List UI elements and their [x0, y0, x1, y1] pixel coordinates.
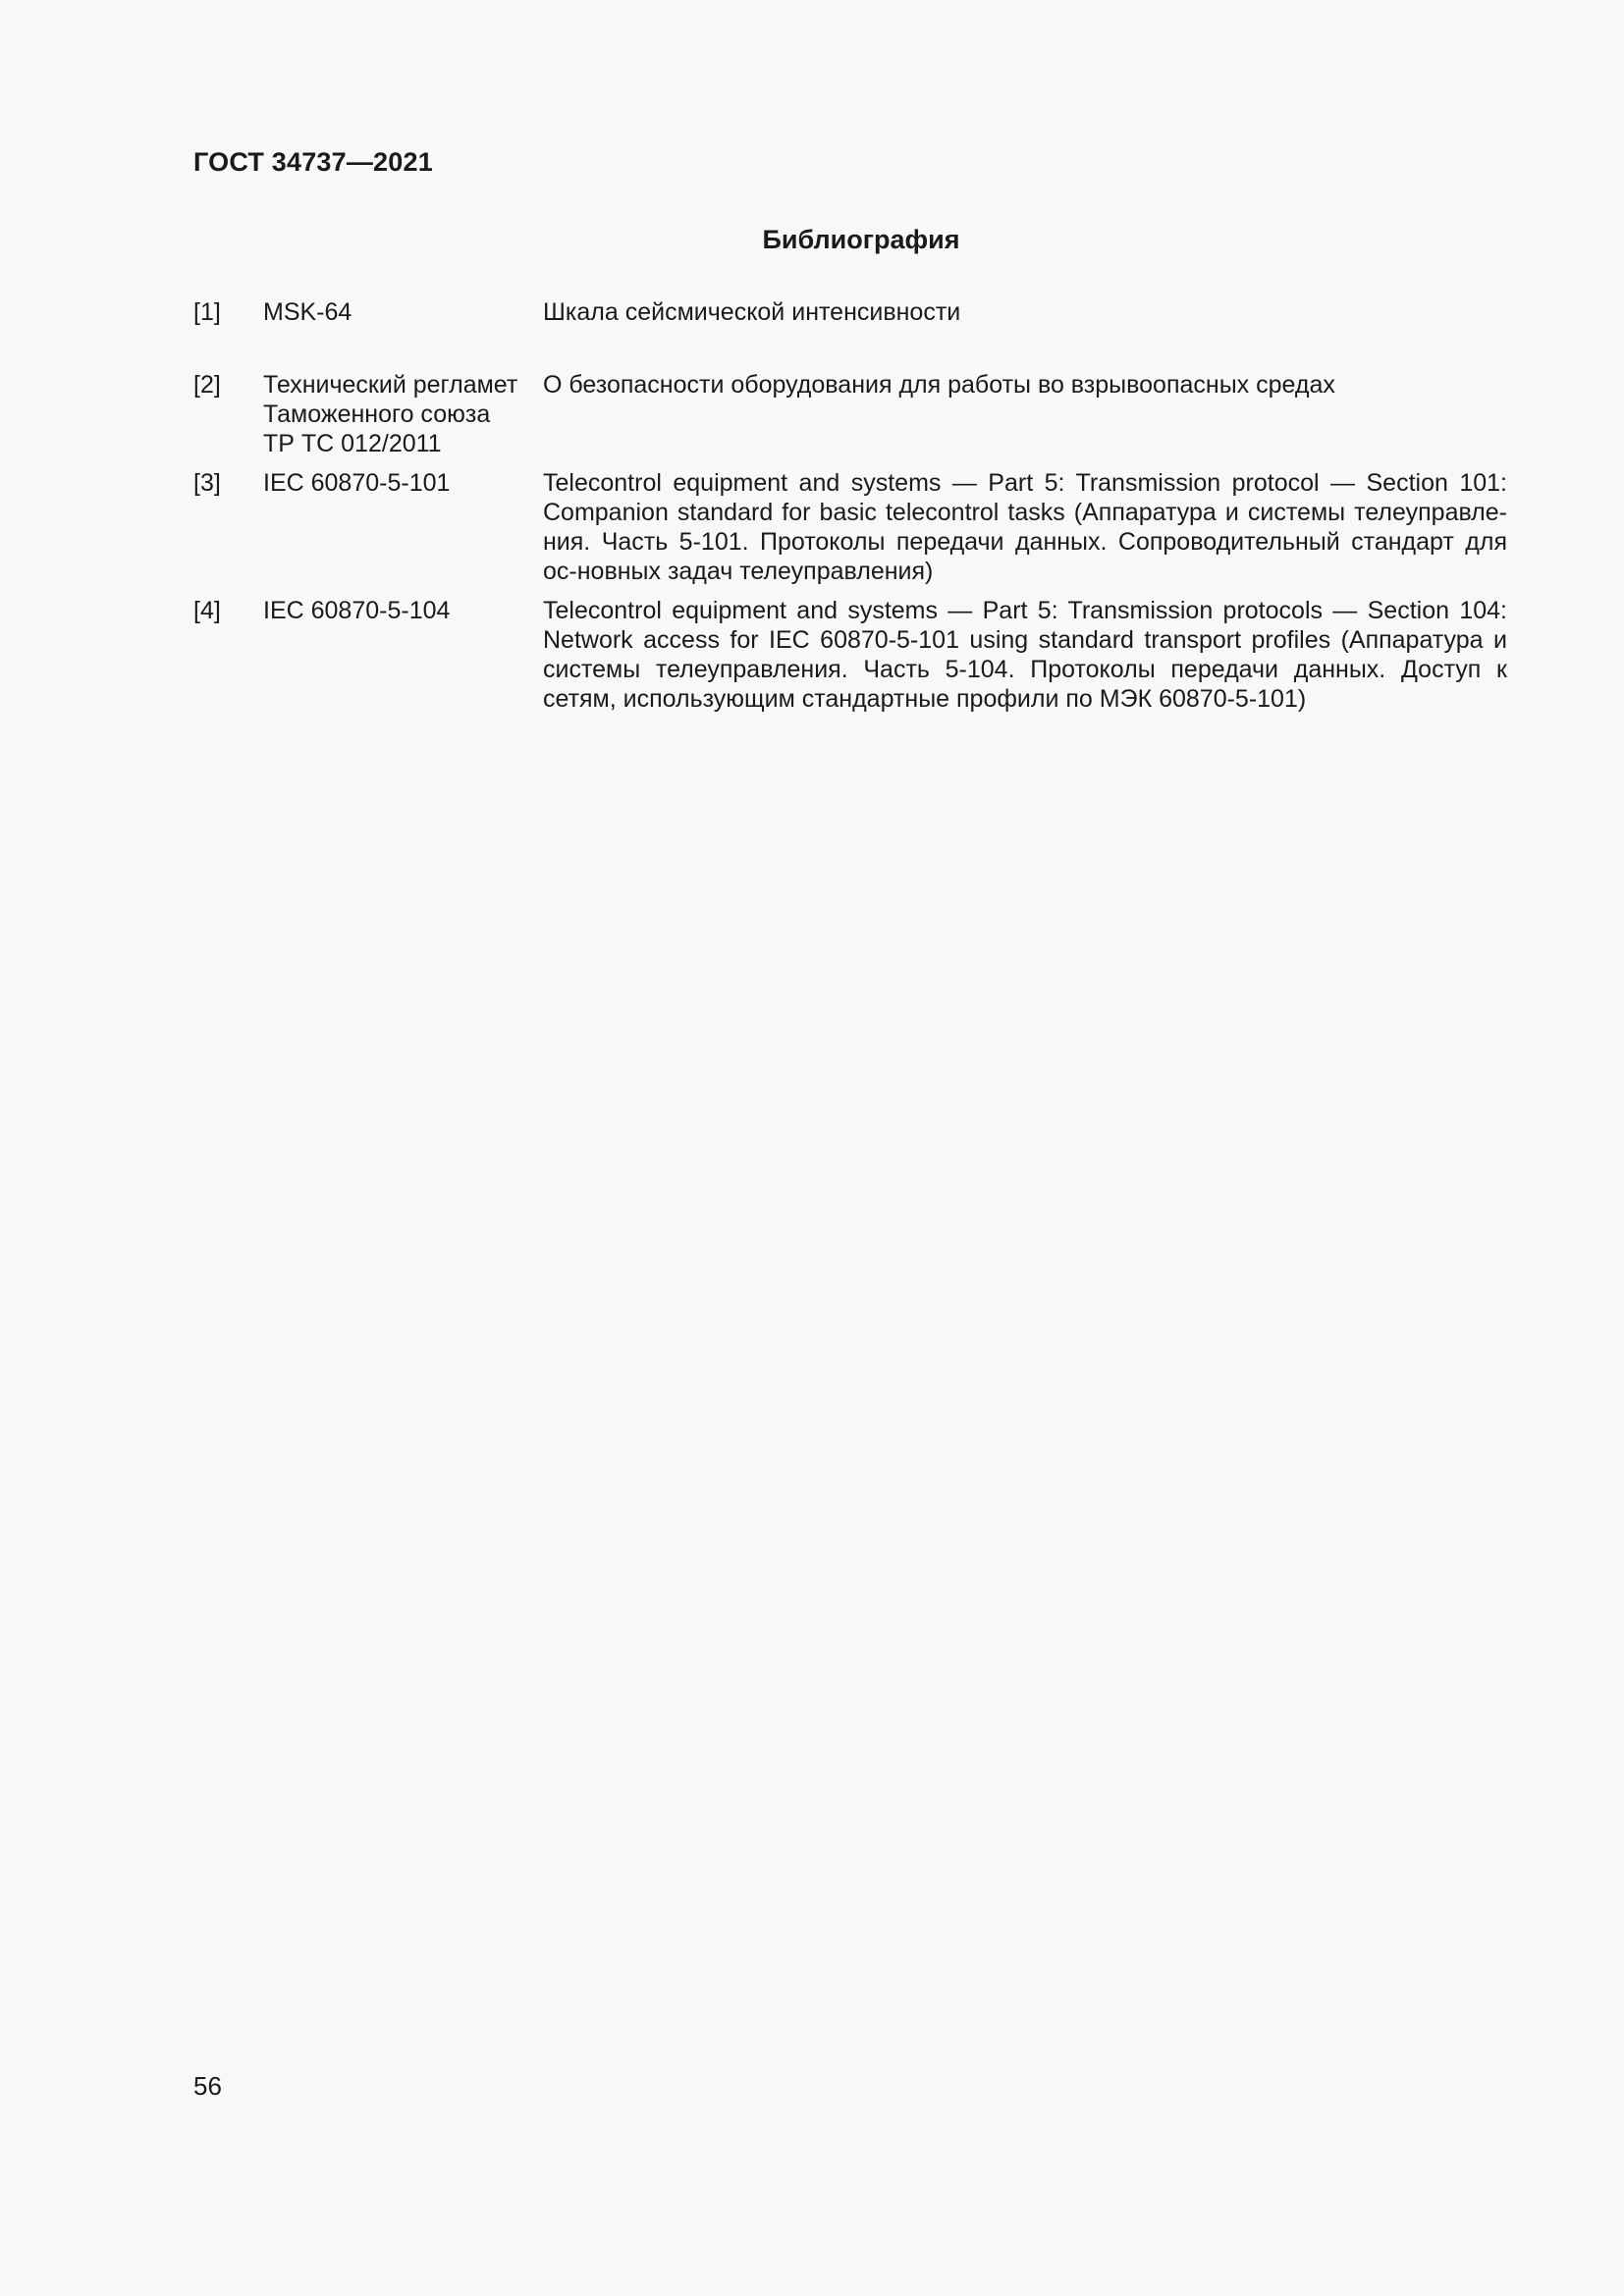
- entry-description: Telecontrol equipment and systems — Part 5: Transmission protocols — Section 104: Network access for IEC 60870-5-101 using standard transport profiles (Аппаратура и системы телеуправления. Часть 5-104. Протоколы передачи данных. Доступ к сетям, использующим стандартные профили по МЭК 60870-5-101): [543, 597, 1507, 713]
- section-title: Библиография: [762, 225, 960, 254]
- entry-description: Шкала сейсмической интенсивности: [543, 298, 961, 326]
- entry-number: [2]: [193, 371, 221, 399]
- entry-description: О безопасности оборудования для работы во взрывоопасных средах: [543, 371, 1335, 399]
- page-number: 56: [193, 2071, 222, 2101]
- entry-number: [1]: [193, 298, 221, 326]
- entry-code: MSK-64: [263, 298, 352, 326]
- entry-code: IEC 60870-5-101: [263, 469, 451, 497]
- entry-code: IEC 60870-5-104: [263, 597, 451, 624]
- entry-number: [3]: [193, 469, 221, 497]
- entry-code: Технический регламет Таможенного союза ТР ТС 012/2011: [263, 371, 518, 457]
- entry-description: Telecontrol equipment and systems — Part 5: Transmission protocol — Section 101: Companion standard for basic telecontrol tasks (Аппаратура и системы телеуправле-ния. Часть 5-101. Протоколы передачи данных. Сопроводительный стандарт для ос-новных задач телеуправления): [543, 469, 1507, 585]
- document-code: ГОСТ 34737—2021: [193, 147, 433, 177]
- entry-number: [4]: [193, 597, 221, 624]
